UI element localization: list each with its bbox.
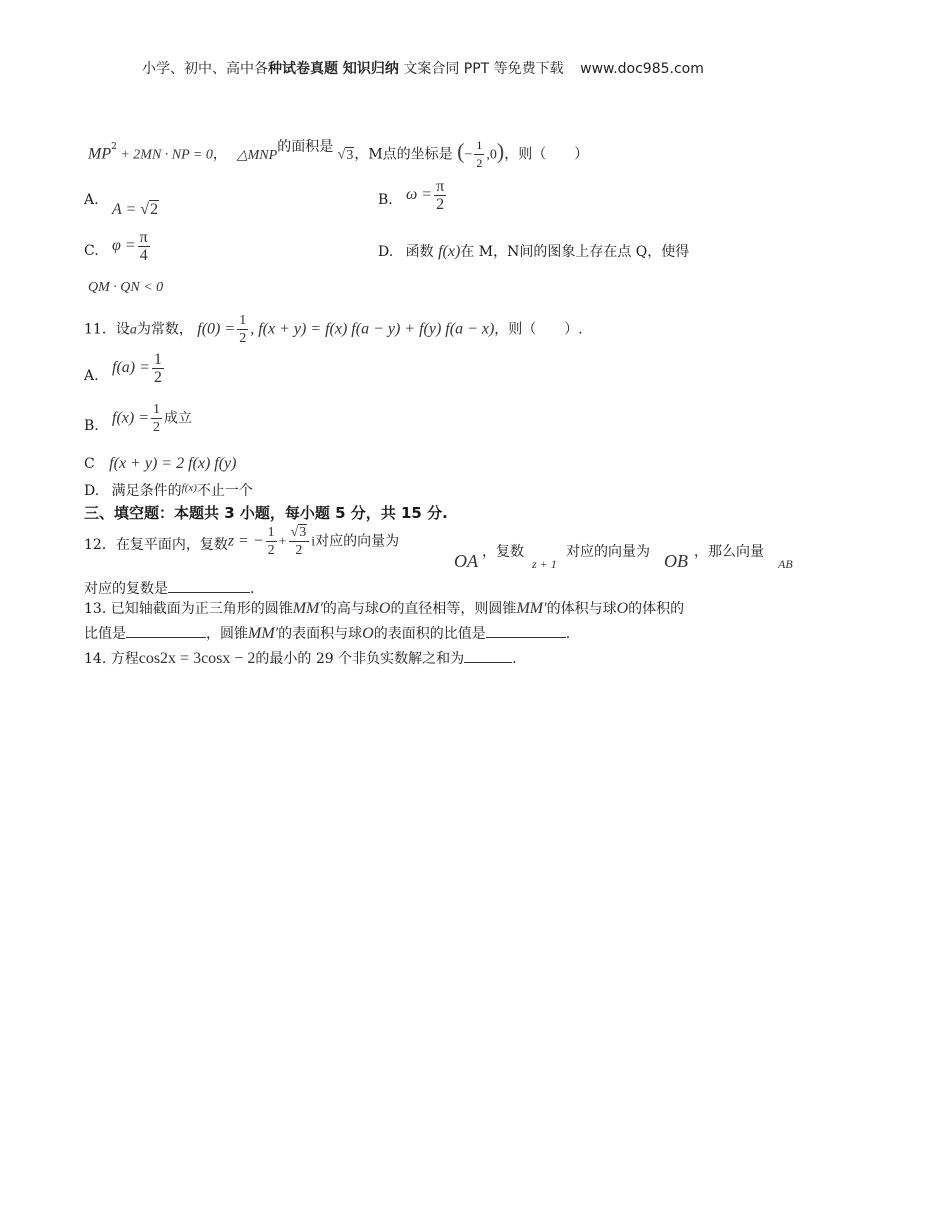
frac-den: 2 xyxy=(153,420,160,435)
q12-text3: ，复数 xyxy=(482,544,524,560)
q11-option-a-label[interactable]: A. xyxy=(84,368,99,384)
q13-o: O xyxy=(378,600,391,617)
q14-line xyxy=(84,648,517,668)
answer-blank[interactable] xyxy=(464,650,512,663)
q13-mm: MM′ xyxy=(516,600,547,617)
header-url[interactable]: www.doc985.com xyxy=(580,61,704,77)
q10-option-b-label[interactable]: B. xyxy=(378,192,393,208)
coord-zero: ,0 xyxy=(486,147,497,163)
frac-den: 2 xyxy=(153,369,162,386)
q10-option-d-condition: QM · QN < 0 xyxy=(88,280,164,295)
q11-functional-eq: , f(x + y) = f(x) f(a − y) + f(y) f(a − x) xyxy=(250,320,495,338)
q12-text4: 对应的向量为 xyxy=(566,544,650,560)
frac-den: 2 xyxy=(267,543,275,558)
frac-num: π xyxy=(436,178,445,195)
q11-f0: f(0) = xyxy=(197,320,236,338)
q11-num: 11．设 xyxy=(84,321,130,338)
q10-option-b[interactable] xyxy=(406,178,448,213)
q12-line2: 对应的复数是 xyxy=(84,581,168,597)
opt-c-label: C xyxy=(84,456,95,472)
then-text: ，则（ ） xyxy=(504,146,589,163)
q13-l2a: 比值是 xyxy=(84,626,126,642)
opt-d-fx: f(x) xyxy=(438,243,461,260)
opt-c-math: f(x + y) = 2 f(x) f(y) xyxy=(109,455,237,472)
frac-num: π xyxy=(139,229,148,246)
opt-d-label: D. xyxy=(84,483,100,499)
math-triangle: △MNP xyxy=(236,147,278,163)
opt-d-text1: 满足条件的 xyxy=(111,483,182,499)
q13-mm: MM′ xyxy=(292,600,323,617)
q14-equation: cos2x = 3cosx − 2 xyxy=(138,650,256,667)
q13-mm: MM′ xyxy=(248,625,279,642)
q12-z: z = − xyxy=(227,532,264,550)
q10-option-c-label[interactable]: C. xyxy=(84,243,99,259)
q10-option-a-label[interactable]: A. xyxy=(84,192,99,208)
q10-condition-line: $MP^2 + 2MN$ · NP = 0， △MNP的面积是 √3，M点的坐标是 (− $\frac{1}{2}$ ,0)，则（ ） xyxy=(88,138,589,170)
q12-vector-oa: OA xyxy=(454,551,478,571)
q14-t1: 14. 方程 xyxy=(84,651,139,667)
frac-num: 1 xyxy=(267,525,275,540)
q12-i: i xyxy=(311,534,316,550)
q13-t1: 13. 已知轴截面为正三角形的圆锥 xyxy=(84,601,293,617)
math-sqrt3: 3 xyxy=(346,147,354,163)
q12-plus: + xyxy=(278,534,287,550)
q12-vector-ab: AB xyxy=(778,557,793,571)
frac-num: 1 xyxy=(153,351,162,368)
opt-d-fx: f(x) xyxy=(181,482,197,494)
opt-c-lhs: φ = xyxy=(112,237,136,255)
q12-vector-ob: OB xyxy=(664,551,688,571)
frac-den: 4 xyxy=(139,247,148,264)
q12-stem: 12．在复平面内，复数z = − $\frac{1}{2}$ + $\frac{√3}{2}$ i对应的向量为 xyxy=(84,525,400,558)
q12-answer-line xyxy=(84,578,254,598)
period: . xyxy=(512,651,517,667)
q13-t4: 的体积与球 xyxy=(546,601,617,617)
q11-a: a xyxy=(129,322,137,338)
area-text: 的面积是 xyxy=(277,138,334,155)
header-text-bold: 种试卷真题 知识归纳 xyxy=(268,61,399,77)
q13-l2b: ，圆锥 xyxy=(206,626,248,642)
q13-l2c: 的表面积与球 xyxy=(278,626,363,642)
frac-den: 2 xyxy=(239,331,247,346)
q12-z-plus-1: z + 1 xyxy=(532,557,557,571)
q10-option-d[interactable] xyxy=(378,241,689,261)
frac-num: 1 xyxy=(474,137,484,155)
answer-blank[interactable] xyxy=(486,625,566,638)
q11-then: ，则（ ）. xyxy=(494,321,583,338)
q13-t2: 的高与球 xyxy=(322,601,379,617)
q13-t5: 的体积的 xyxy=(628,601,685,617)
q10-option-c[interactable] xyxy=(112,229,152,264)
frac-num: 1 xyxy=(153,402,160,417)
header-text-2: 文案合同 PPT 等免费下载 xyxy=(398,61,564,77)
math-sup: 2 xyxy=(111,141,117,152)
q12-text1: 12．在复平面内，复数 xyxy=(84,536,228,553)
opt-a-math: A = √ xyxy=(112,201,150,218)
q11-option-b[interactable] xyxy=(112,401,192,436)
frac-den: 2 xyxy=(295,543,303,558)
q13-line1 xyxy=(84,598,684,618)
comma: ， xyxy=(212,146,227,163)
frac-den: 2 xyxy=(436,196,445,213)
q10-option-a[interactable] xyxy=(112,201,159,219)
opt-b-lhs: ω = xyxy=(406,186,433,204)
opt-b-tail: 成立 xyxy=(164,410,192,427)
header-text-1: 小学、初中、高中各 xyxy=(142,61,268,77)
answer-blank[interactable] xyxy=(126,625,206,638)
frac-num: 1 xyxy=(239,313,247,328)
opt-a-rad: 2 xyxy=(150,201,159,218)
math-mp: MP xyxy=(88,145,112,163)
q11-stem-text: 为常数， xyxy=(136,321,193,338)
math-vector-eq: + 2MN · NP = 0 xyxy=(116,147,213,163)
q14-t2: 的最小的 29 个非负实数解之和为 xyxy=(255,651,465,667)
opt-d-text1: 函数 xyxy=(405,244,434,260)
q13-o: O xyxy=(362,625,374,642)
section-heading-fill-blank: 三、填空题：本题共 3 小题，每小题 5 分，共 15 分. xyxy=(84,504,448,522)
opt-a-lhs: f(a) = xyxy=(112,359,150,377)
page-header xyxy=(142,58,704,78)
frac-den: 2 xyxy=(476,156,483,170)
period: . xyxy=(250,581,255,597)
opt-d-text2: 在 M，N间的图象上存在点 Q，使得 xyxy=(460,244,690,260)
q12-text5: ，那么向量 xyxy=(694,544,764,560)
q11-option-d[interactable] xyxy=(84,480,253,500)
period: . xyxy=(565,626,571,642)
opt-b-lhs: f(x) = xyxy=(112,409,149,427)
q13-line2 xyxy=(84,623,570,643)
q12-text2: 对应的向量为 xyxy=(315,533,400,550)
q11-option-b-label[interactable]: B. xyxy=(84,418,99,434)
q11-option-c[interactable] xyxy=(84,455,236,473)
q13-l2d: 的表面积的比值是 xyxy=(373,626,486,642)
opt-d-label: D. xyxy=(378,244,394,260)
m-coord-text: ，M点的坐标是 xyxy=(354,146,453,163)
frac-num-sqrt: 3 xyxy=(299,525,307,540)
q13-o: O xyxy=(616,600,629,617)
q11-option-a[interactable] xyxy=(112,351,166,386)
opt-d-text2: 不止一个 xyxy=(196,483,253,499)
q11-stem xyxy=(84,312,583,347)
answer-blank[interactable] xyxy=(168,580,250,593)
q13-t3: 的直径相等，则圆锥 xyxy=(390,601,517,617)
